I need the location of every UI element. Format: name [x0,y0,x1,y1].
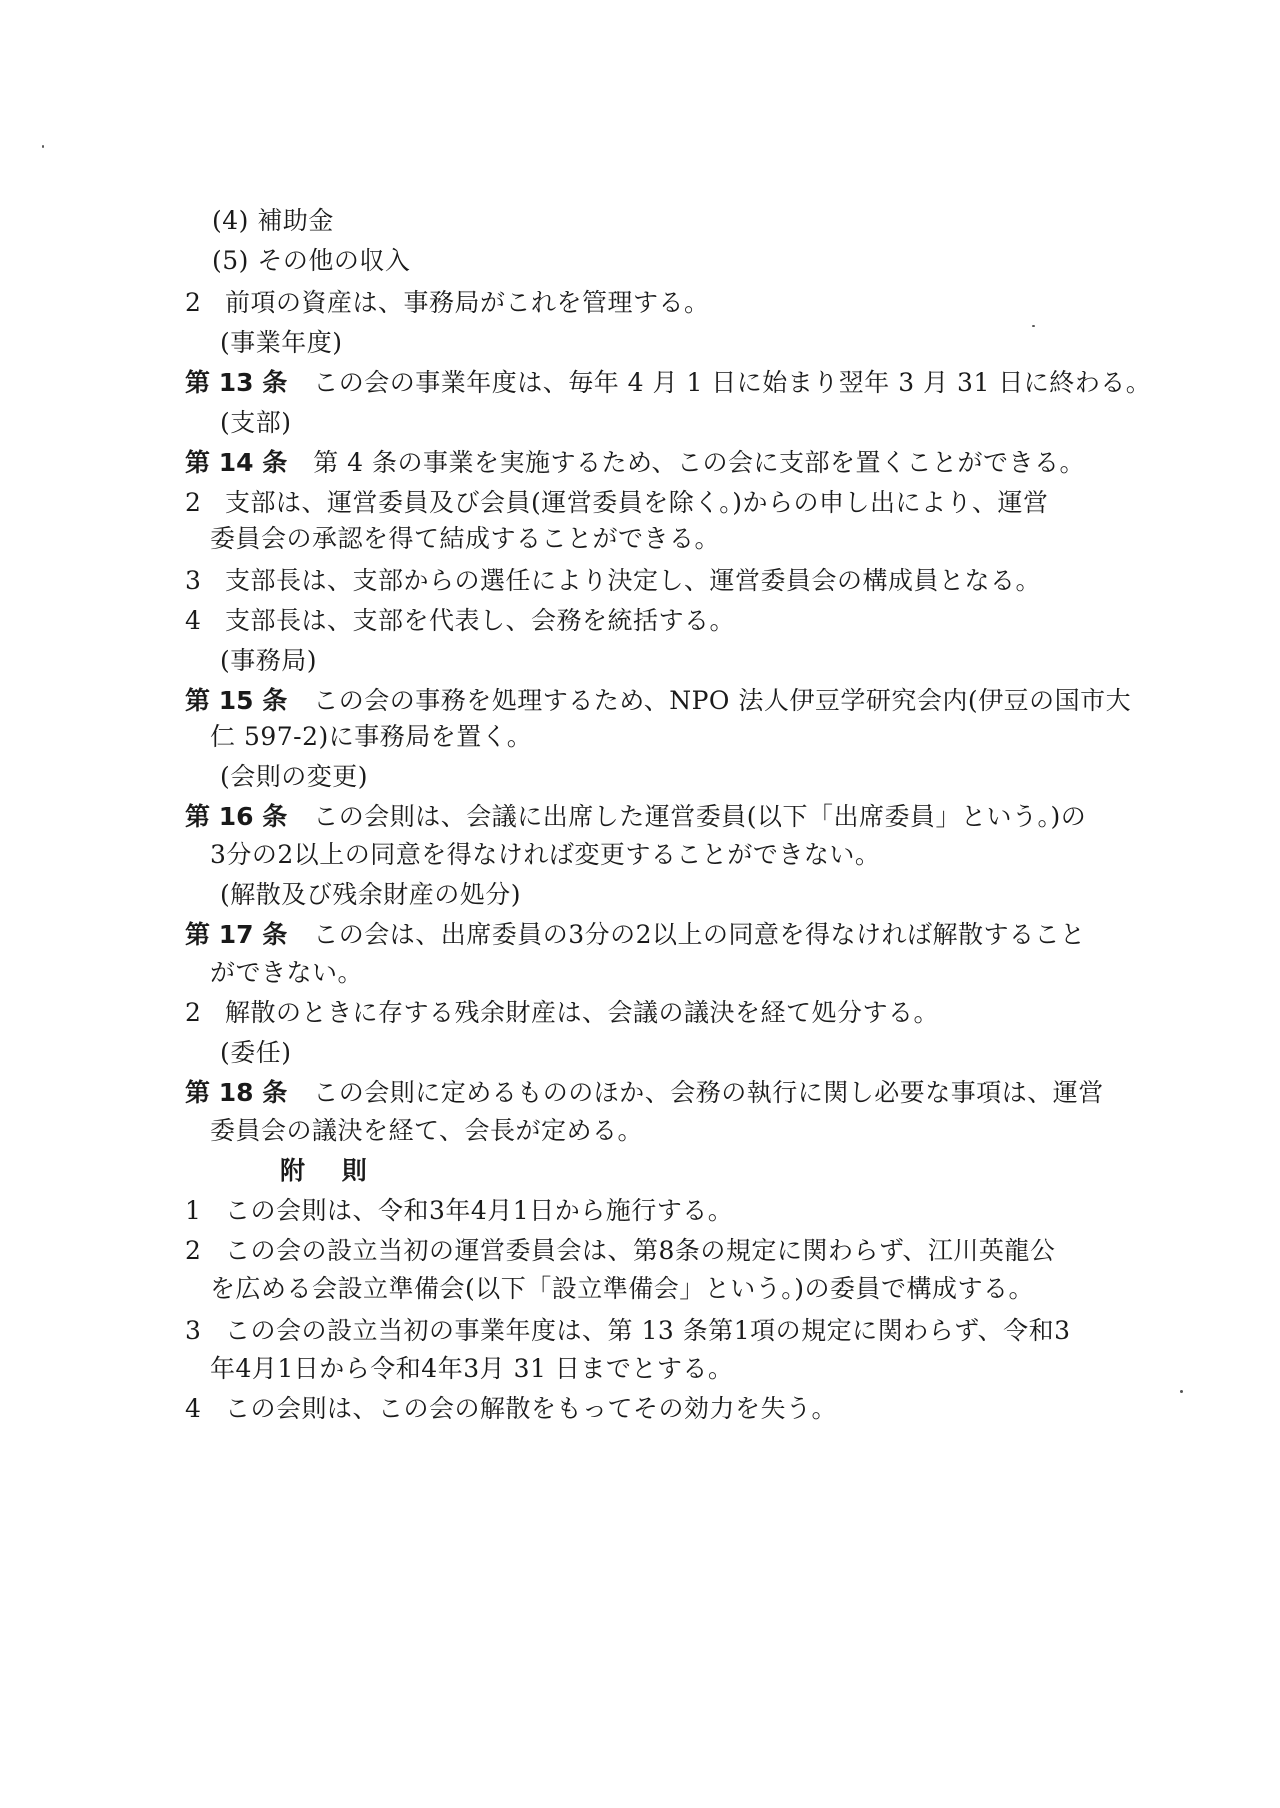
paragraph-continuation: 委員会の議決を経て、会長が定める。 [210,1116,644,1145]
article-number: 第 14 条 [185,448,288,477]
list-item-4: (4) 補助金 [212,206,334,235]
article-text: この会は、出席委員の3分の2以上の同意を得なければ解散すること [313,920,1086,949]
paragraph-continuation: 委員会の承認を得て結成することができる。 [210,524,721,553]
paragraph-number: 4 [185,1394,202,1423]
article-caption: (解散及び残余財産の処分) [220,880,522,909]
article-caption: (支部) [220,408,292,437]
paragraph-continuation: 年4月1日から令和4年3月 31 日までとする。 [210,1354,734,1383]
article-text: この会の事業年度は、毎年 4 月 1 日に始まり翌年 3 月 31 日に終わる。 [313,368,1152,397]
provision-1 [185,1196,1105,1226]
list-item-5: (5) その他の収入 [212,246,411,275]
article-14 [185,448,1105,478]
paragraph-3 [185,566,1105,596]
article-text: この会則に定めるもののほか、会務の執行に関し必要な事項は、運営 [313,1078,1104,1107]
scan-speck [1180,1390,1183,1393]
article-text: 第 4 条の事業を実施するため、この会に支部を置くことができる。 [313,448,1086,477]
article-caption: (事業年度) [220,328,343,357]
paragraph-text: 解散のときに存する残余財産は、会議の議決を経て処分する。 [225,998,940,1027]
article-caption: (委任) [220,1038,292,1067]
article-number: 第 16 条 [185,802,288,831]
article-15 [185,686,1132,716]
article-text: この会の事務を処理するため、NPO 法人伊豆学研究会内(伊豆の国市大 [313,686,1132,715]
article-number: 第 17 条 [185,920,288,949]
paragraph-number: 4 [185,606,202,635]
article-text: この会則は、会議に出席した運営委員(以下「出席委員」という。)の [313,802,1087,831]
article-13 [185,368,1152,398]
paragraph-text: この会の設立当初の運営委員会は、第8条の規定に関わらず、江川英龍公 [225,1236,1056,1265]
paragraph-2 [185,998,1105,1028]
paragraph-text: 支部長は、支部を代表し、会務を統括する。 [225,606,736,635]
paragraph-2 [185,288,1105,318]
article-16 [185,802,1105,832]
paragraph-continuation: を広める会設立準備会(以下「設立準備会」という。)の委員で構成する。 [210,1274,1035,1303]
paragraph-text: 支部長は、支部からの選任により決定し、運営委員会の構成員となる。 [225,566,1042,595]
paragraph-2 [185,488,1105,518]
paragraph-text: 支部は、運営委員及び会員(運営委員を除く。)からの申し出により、運営 [225,488,1049,517]
article-caption: (会則の変更) [220,762,369,791]
paragraph-number: 3 [185,1316,202,1345]
scan-speck [1032,325,1035,327]
paragraph-continuation: 仁 597-2)に事務局を置く。 [210,722,533,751]
article-number: 第 13 条 [185,368,288,397]
paragraph-number: 2 [185,488,202,517]
paragraph-text: この会則は、この会の解散をもってその効力を失う。 [225,1394,838,1423]
supplementary-provisions-heading: 附 則 [280,1156,381,1185]
paragraph-text: 前項の資産は、事務局がこれを管理する。 [225,288,710,317]
paragraph-continuation: ができない。 [210,958,364,987]
provision-4 [185,1394,1105,1424]
article-17 [185,920,1105,950]
paragraph-number: 2 [185,288,202,317]
scan-speck [42,145,44,148]
provision-3 [185,1316,1105,1346]
article-number: 第 15 条 [185,686,288,715]
paragraph-number: 1 [185,1196,202,1225]
article-number: 第 18 条 [185,1078,288,1107]
paragraph-number: 2 [185,998,202,1027]
paragraph-text: この会則は、令和3年4月1日から施行する。 [225,1196,734,1225]
article-caption: (事務局) [220,646,318,675]
paragraph-text: この会の設立当初の事業年度は、第 13 条第1項の規定に関わらず、令和3 [225,1316,1071,1345]
paragraph-4 [185,606,1105,636]
provision-2 [185,1236,1105,1266]
paragraph-number: 3 [185,566,202,595]
paragraph-continuation: 3分の2以上の同意を得なければ変更することができない。 [210,840,881,869]
article-18 [185,1078,1105,1108]
paragraph-number: 2 [185,1236,202,1265]
